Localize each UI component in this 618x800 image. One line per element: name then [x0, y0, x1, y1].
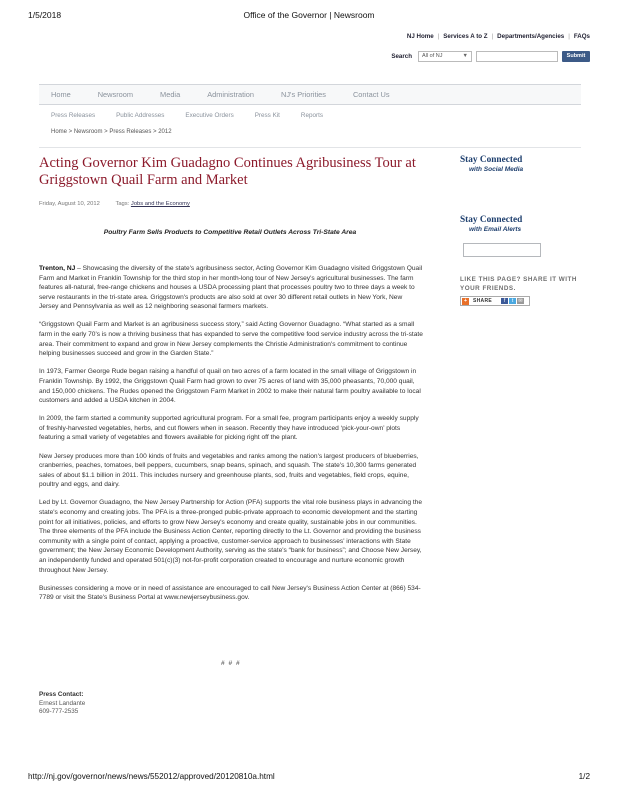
share-button[interactable]: [460, 296, 530, 306]
share-icon: +: [463, 297, 468, 304]
paragraph-text: – Showcasing the diversity of the state's agribusiness sector, Acting Governor Kim Guadagno visited Griggstown Quail Farm and Market in Franklin Township for the third stop in her month-long tour of New Jersey's agricultural businesses. The farm features all-natural, free-range chickens and houses a USDA processing plant that processes poultry two to three days a week to serve restaurants in the tri-state area. Griggstown's products are also sold at over 30 different retail outlets in New York, New Jersey and Pennsylvania as well as 12 neighboring seasonal farmers markets.: [39, 265, 423, 311]
print-page-title: Office of the Governor | Newsroom: [243, 10, 375, 20]
press-contact-heading: Press Contact:: [39, 691, 84, 698]
share-label: SHARE: [473, 298, 493, 304]
nav-item-media[interactable]: Media: [160, 90, 181, 99]
search-input[interactable]: [476, 51, 558, 62]
search-label: Search: [391, 52, 412, 60]
nav-item-newsroom[interactable]: Newsroom: [97, 90, 134, 99]
stay-connected-social[interactable]: [460, 155, 523, 173]
top-links: [407, 33, 590, 40]
social-subtitle: with Social Media: [469, 165, 524, 173]
press-contact-phone: 609-777-2535: [39, 708, 79, 716]
dateline: Trenton, NJ: [39, 265, 76, 272]
paragraph: Led by Lt. Governor Guadagno, the New Jersey Partnership for Action (PFA) supports the vital role business plays in advancing the state's economy and creating jobs. The PFA is a three-pronged public-private approach to economic development and the starting point for all initiatives, policies, and efforts to grow New Jersey's economy and create quality, sustainable jobs in our communities. The three elements of the PFA include the Business Action Center, reporting directly to the Lt. Governor and providing the business community with a single point of contact, applying a proactive, customer-service approach to businesses' interactions with State government; the New Jersey Economic Development Authority, serving as the state's “bank for business”; and Choose New Jersey, an independently funded and operated 501(c)(3) not-for-profit corporation created to encourage and nurture economic growth throughout New Jersey.: [39, 499, 423, 574]
paragraph: [39, 264, 423, 312]
search-scope-value: All of NJ: [422, 52, 443, 59]
separator: |: [568, 33, 570, 40]
top-link-nj-home[interactable]: NJ Home: [406, 33, 434, 40]
article-date: Friday, August 10, 2012: [39, 201, 100, 207]
print-url: http://nj.gov/governor/news/news/552012/approved/20120810a.html: [28, 772, 275, 781]
top-link-departments[interactable]: Departments/Agencies: [497, 33, 565, 40]
separator: |: [491, 33, 494, 40]
search-scope-select[interactable]: [418, 51, 472, 62]
paragraph: In 2009, the farm started a community supported agricultural program. For a small fee, program participants enjoy a weekly supply of freshly-harvested vegetables, herbs, and cut flowers when in season. Recently they have introduced ‘pick-your-own’ plots featuring a small variety of vegetables and flowers available for picking right off the plant.: [39, 415, 419, 442]
print-footer: [28, 772, 590, 784]
paragraph: “Griggstown Quail Farm and Market is an agribusiness success story,” said Acting Governor Guadagno. “What started as a small farm in the early 70's is now a thriving business that has expanded to serve the competitive food service industry across the tri-state area. Their commitment to expand and grow in New Jersey complements the Christie Administration's commitment to continue helping businesses succeed and grow in the Garden State.”: [39, 321, 423, 358]
top-link-services[interactable]: Services A to Z: [443, 33, 488, 40]
nav-item-contact[interactable]: Contact Us: [352, 90, 390, 99]
search-submit-button[interactable]: Submit: [562, 51, 590, 62]
separator: |: [437, 33, 440, 40]
print-date: 1/5/2018: [28, 10, 62, 20]
email-title: Stay Connected: [460, 215, 523, 225]
subnav-item-press-kit[interactable]: Press Kit: [254, 112, 280, 119]
tags-label: Tags:: [115, 201, 130, 207]
sub-nav: [51, 112, 344, 119]
subnav-item-reports[interactable]: Reports: [300, 112, 323, 119]
article-body: [39, 264, 423, 611]
end-mark: # # #: [221, 660, 241, 667]
social-title: Stay Connected: [460, 155, 523, 165]
print-header: [28, 10, 590, 24]
search-bar: [391, 50, 590, 62]
facebook-icon: f: [501, 298, 508, 304]
stay-connected-email[interactable]: [460, 215, 522, 233]
breadcrumb[interactable]: Home > Newsroom > Press Releases > 2012: [51, 129, 172, 135]
article-subhead: Poultry Farm Sells Products to Competitive Retail Outlets Across Tri-State Area: [103, 229, 357, 236]
email-alert-input[interactable]: [463, 243, 541, 257]
email-subtitle: with Email Alerts: [469, 225, 522, 233]
divider: [39, 147, 581, 148]
subnav-item-public-addresses[interactable]: Public Addresses: [116, 112, 165, 119]
nav-item-priorities[interactable]: NJ's Priorities: [281, 90, 326, 99]
paragraph: In 1973, Farmer George Rude began raising a handful of quail on two acres of a farm located in the small village of Griggstown in Franklin Township. By 1992, the Griggstown Quail Farm had grown to over 75 acres of land with 35,000 pheasants, 70,000 quail, and 150,000 chickens. The Rudes opened the Griggstown Farm Market in 2002 to make their natural farm poultry available to local customers and added a USDA kitchen in 2004.: [39, 368, 421, 405]
top-link-faqs[interactable]: FAQs: [573, 33, 590, 40]
paragraph: New Jersey produces more than 100 kinds of fruits and vegetables and ranks among the nation's largest producers of blueberries, cranberries, peaches, tomatoes, bell peppers, cucumbers, snap beans, spinach, and squash. The state's 10,300 farms generated sales of about $1.1 billion in 2011. This includes nursery and greenhouse plants, sod, fruits and vegetables, field crops, equine, poultry and eggs, and dairy.: [39, 452, 419, 489]
tags: [115, 201, 189, 207]
twitter-icon: t: [509, 298, 516, 304]
main-nav: [39, 84, 581, 105]
article-meta: [39, 201, 190, 207]
share-heading: LIKE THIS PAGE? SHARE IT WITH YOUR FRIENDS.: [460, 276, 577, 293]
print-page-number: 1/2: [578, 772, 590, 781]
tag-link[interactable]: Jobs and the Economy: [130, 201, 190, 207]
chevron-down-icon: ▼: [462, 52, 468, 59]
nav-item-home[interactable]: Home: [51, 90, 71, 99]
article-title: Acting Governor Kim Guadagno Continues Agribusiness Tour at Griggstown Quail Farm and Market: [39, 155, 416, 188]
subnav-item-press-releases[interactable]: Press Releases: [51, 112, 96, 119]
nav-item-administration[interactable]: Administration: [207, 90, 255, 99]
paragraph: Businesses considering a move or in need of assistance are encouraged to call New Jersey's Business Action Center at (866) 534-7789 or visit the State's Business Portal at www.newjerseybusiness.gov.: [39, 584, 421, 602]
press-contact: [39, 691, 85, 717]
subnav-item-executive-orders[interactable]: Executive Orders: [185, 112, 234, 119]
press-contact-name: Ernest Landante: [39, 699, 86, 707]
email-icon: ✉: [518, 298, 523, 304]
